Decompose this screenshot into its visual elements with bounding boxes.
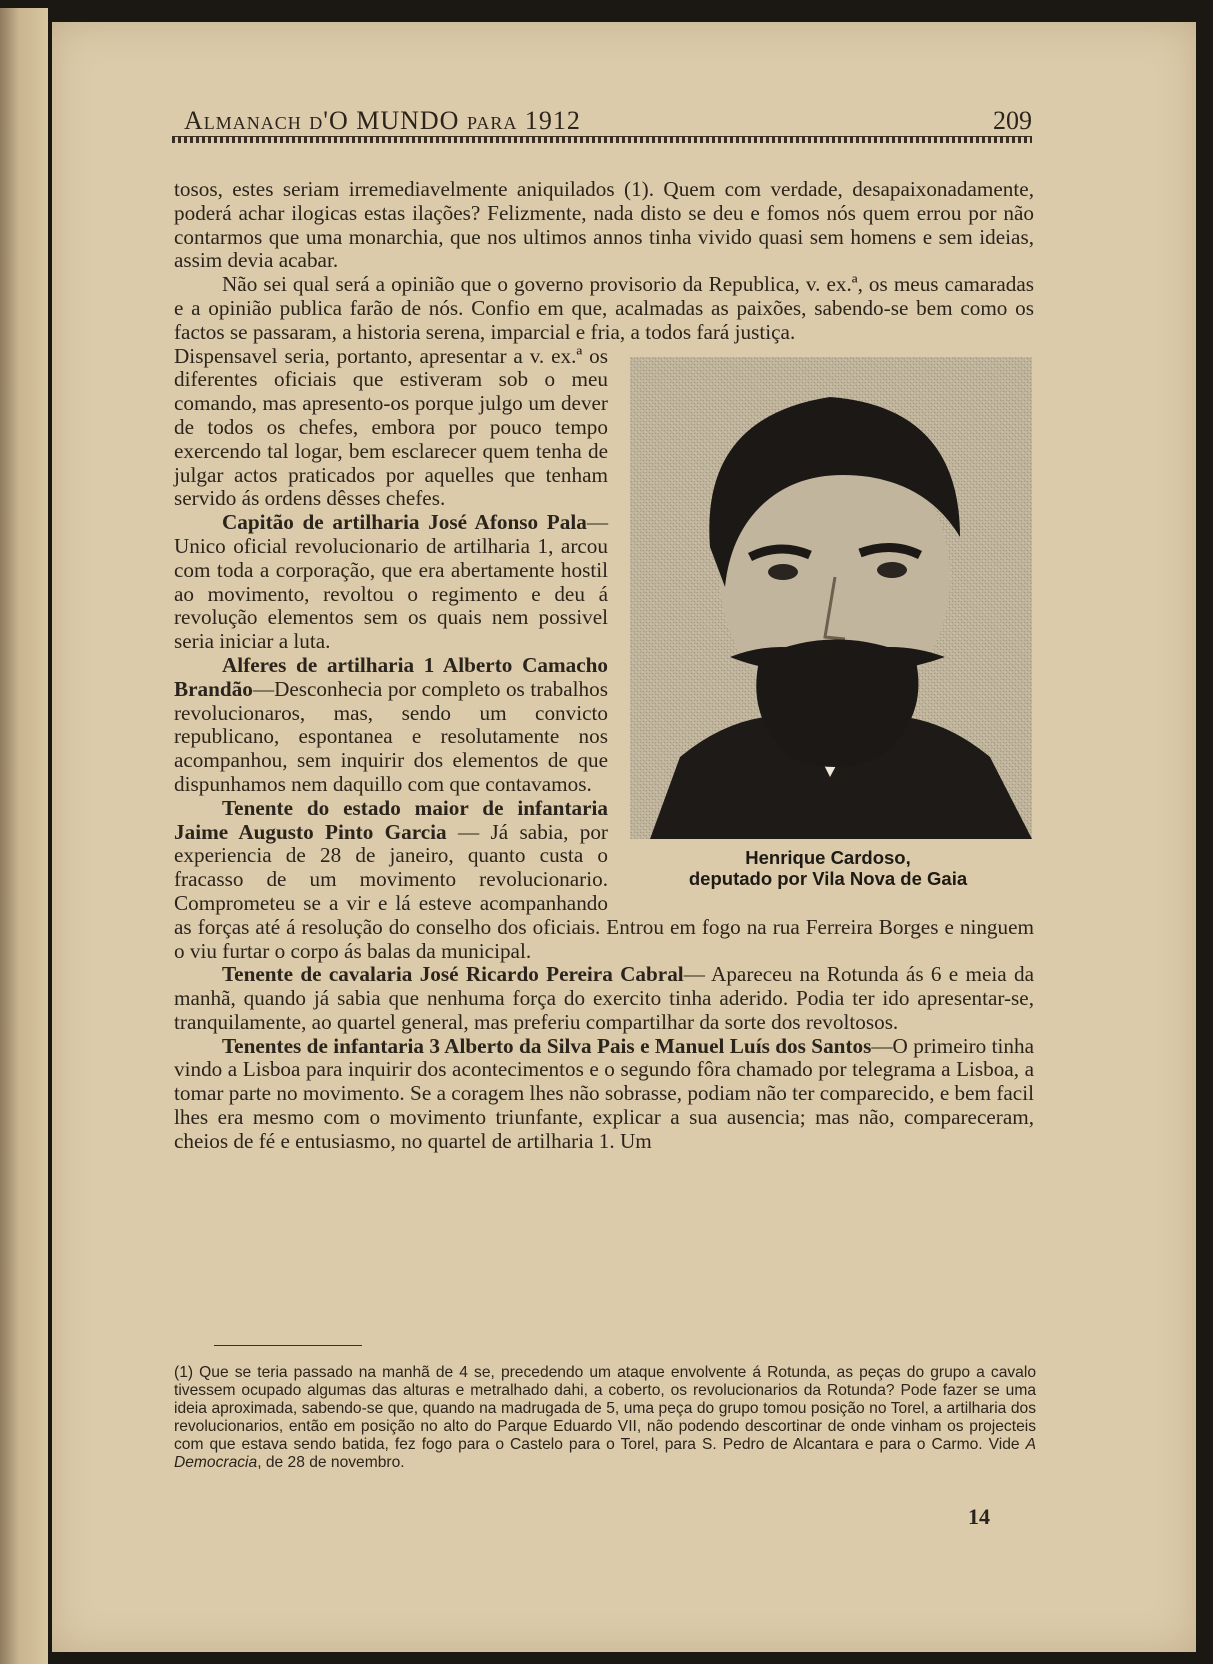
paragraph: Dispensavel seria, portanto, apresentar a v. ex.ª os diferentes oficiais que estiveram sob o meu comando, mas apresento-os porque julgo um dever de todos os chefes, embora por pouco tempo exercendo tal logar, bem esclarecer quem tenha de julgar actos praticados por aquelles que tenham servido ás ordens dêsses chefes.	[174, 343, 608, 511]
officer-name: Tenente do estado maior de infantaria Jaime Augusto Pinto Garcia	[174, 795, 608, 844]
portrait-photo	[630, 357, 1032, 839]
portrait-figure	[622, 345, 1034, 905]
footnote-rule	[214, 1345, 362, 1346]
caption-name: Henrique Cardoso,	[745, 846, 911, 868]
body-text	[174, 178, 1034, 1154]
caption-role: deputado por Vila Nova de Gaia	[688, 867, 968, 889]
page-edge	[0, 8, 48, 1664]
signature-mark: 14	[968, 1504, 990, 1529]
footnote: (1) Que se teria passado na manhã de 4 se, precedendo um ataque envolvente á Rotunda, as peças do grupo a cavalo tivessem ocupado algumas das alturas e metralhado dahi, a coberto, os revolucionarios da Rotunda? Pode fazer se uma ideia aproximada, sabendo-se que, quando na madrugada de 5, uma peça do grupo tomou posição no Torel, a artilharia dos revolucionarios, então em posição no alto do Parque Eduardo VII, não podendo descortinar de onde vinham os projecteis com que estava sendo batida, fez fogo para o Castelo para o Torel, para S. Pedro de Alcantara e para o Carmo. Vide A Democracia, de 28 de novembro.	[174, 1364, 1036, 1471]
paragraph: Capitão de artilharia José Afonso Pala—Unico oficial revolucionario de artilharia 1, arcou com toda a corporação, que era abertamente hostil ao movimento, revoltou o regimento e deu á revolução elementos sem os quais nem possivel seria iniciar a luta.	[174, 510, 608, 654]
running-title: Almanach d'O MUNDO para 1912	[184, 106, 581, 135]
paragraph: Tenente de cavalaria José Ricardo Pereira Cabral— Apareceu na Rotunda ás 6 e meia da manhã, quando já sabia que nenhuma força do exercito tinha aderido. Podia ter ido apresentar-se, tranquilamente, ao quartel general, mas preferiu compartilhar da sorte dos revoltosos.	[174, 962, 1035, 1034]
portrait-illustration	[630, 357, 1032, 839]
paragraph: Não sei qual será a opinião que o governo provisorio da Republica, v. ex.ª, os meus camaradas e a opinião publica farão de nós. Confio em que, acalmadas as paixões, sabendo-se bem como os factos se passaram, a historia serena, imparcial e fria, a todos fará justiça.	[174, 272, 1034, 344]
portrait-caption	[622, 847, 1034, 889]
paragraph: Alferes de artilharia 1 Alberto Camacho Brandão—Desconhecia por completo os trabalhos revolucionaros, mas, sendo um convicto republicano, espontanea e resolutamente nos acompanhou, sem inquirir dos elementos de que dispunhamos nem daquillo com que contavamos.	[174, 652, 608, 796]
paragraph: Tenentes de infantaria 3 Alberto da Silva Pais e Manuel Luís dos Santos—O primeiro tinha vindo a Lisboa para inquirir dos acontecimentos e o segundo fôra chamado por telegrama a Lisboa, a tomar parte no movimento. Se a coragem lhes não sobrasse, podiam não ter comparecido, e bem facil lhes era mesmo com o movimento triunfante, explicar a sua ausencia; mas não, compareceram, cheios de fé e entusiasmo, no quartel de artilharia 1. Um	[174, 1033, 1035, 1153]
footnote-source: A Democracia	[174, 1436, 1036, 1471]
paragraph: tosos, estes seriam irremediavelmente aniquilados (1). Quem com verdade, desapaixonadamente, poderá achar ilogicas estas ilações? Felizmente, nada disto se deu e fomos nós quem errou por não contarmos que uma monarchia, que nos ultimos annos tinha vivido quasi sem homens e sem ideias, assim devia acabar.	[174, 177, 1034, 273]
page-number: 209	[993, 106, 1032, 135]
officer-name: Alferes de artilharia 1 Alberto Camacho Brandão	[174, 652, 608, 701]
paragraph: Tenente do estado maior de infantaria Jaime Augusto Pinto Garcia — Já sabia, por experiencia de 28 de janeiro, quanto custa o fracasso de um movimento revolucionario. Comprometeu se a vir e lá esteve acompanhando as forças até á resolução do conselho dos oficiais. Entrou em fogo na rua Ferreira Borges e ninguem o viu furtar o corpo ás balas da municipal.	[174, 795, 1034, 963]
officer-name: Tenente de cavalaria José Ricardo Pereira Cabral	[222, 962, 684, 987]
officer-name: Capitão de artilharia José Afonso Pala	[222, 510, 587, 535]
officer-name: Tenentes de infantaria 3 Alberto da Silva Pais e Manuel Luís dos Santos	[222, 1033, 872, 1058]
header-rule	[172, 136, 1032, 143]
page-header	[132, 84, 1032, 135]
